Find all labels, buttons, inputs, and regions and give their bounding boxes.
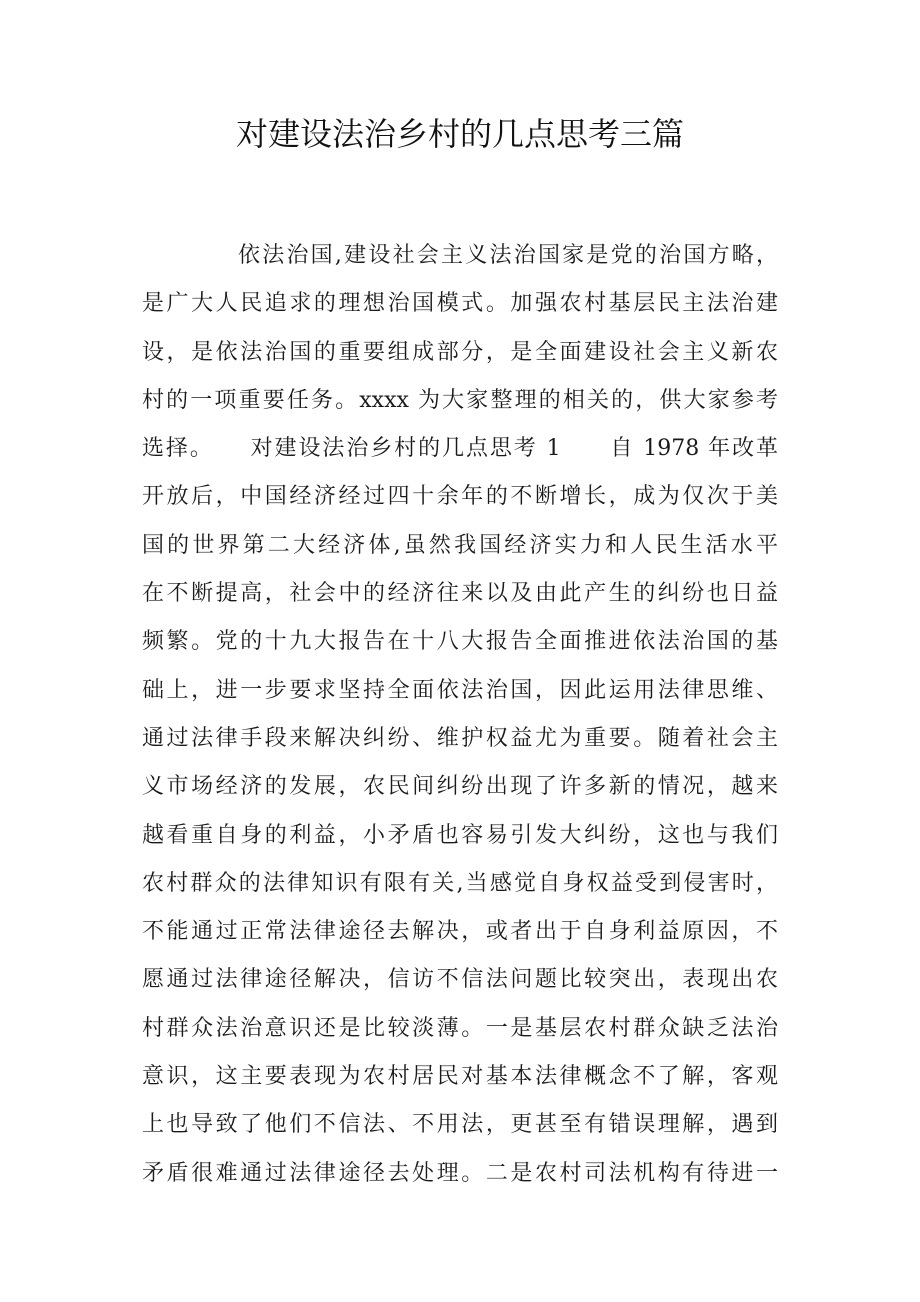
body-line: 愿通过法律途径解决，信访不信法问题比较突出，表现出农 bbox=[142, 967, 778, 993]
body-line: 不能通过正常法律途径去解决，或者出于自身利益原因，不 bbox=[142, 919, 778, 945]
body-line: 义市场经济的发展，农民间纠纷出现了许多新的情况，越来 bbox=[142, 774, 778, 800]
body-line: 设，是依法治国的重要组成部分，是全面建设社会主义新农 bbox=[142, 339, 778, 365]
document-title: 对建设法治乡村的几点思考三篇 bbox=[235, 115, 684, 153]
body-line: 通过法律手段来解决纠纷、维护权益尤为重要。随着社会主 bbox=[142, 725, 778, 751]
document-body bbox=[142, 232, 778, 1198]
body-line: 础上，进一步要求坚持全面依法治国，因此运用法律思维、 bbox=[142, 677, 778, 703]
body-line: 开放后，中国经济经过四十余年的不断增长，成为仅次于美 bbox=[142, 484, 778, 510]
body-line: 村群众法治意识还是比较淡薄。一是基层农村群众缺乏法治 bbox=[142, 1015, 778, 1041]
body-line: 村的一项重要任务。xxxx 为大家整理的相关的，供大家参考 bbox=[142, 387, 778, 413]
body-line: 频繁。党的十九大报告在十八大报告全面推进依法治国的基 bbox=[142, 629, 778, 655]
body-line: 选择。 对建设法治乡村的几点思考 1 自 1978 年改革 bbox=[142, 436, 778, 462]
body-line: 农村群众的法律知识有限有关,当感觉自身权益受到侵害时， bbox=[142, 870, 778, 896]
body-line: 是广大人民追求的理想治国模式。加强农村基层民主法治建 bbox=[142, 291, 778, 317]
body-line: 依法治国,建设社会主义法治国家是党的治国方略， bbox=[238, 243, 778, 268]
body-line: 上也导致了他们不信法、不用法，更甚至有错误理解，遇到 bbox=[142, 1112, 778, 1138]
body-line: 越看重自身的利益，小矛盾也容易引发大纠纷，这也与我们 bbox=[142, 822, 778, 848]
body-line: 在不断提高，社会中的经济往来以及由此产生的纠纷也日益 bbox=[142, 581, 778, 607]
body-line: 矛盾很难通过法律途径去处理。二是农村司法机构有待进一 bbox=[142, 1160, 778, 1186]
body-line: 国的世界第二大经济体,虽然我国经济实力和人民生活水平 bbox=[142, 532, 778, 558]
body-line: 意识，这主要表现为农村居民对基本法律概念不了解，客观 bbox=[142, 1064, 778, 1090]
